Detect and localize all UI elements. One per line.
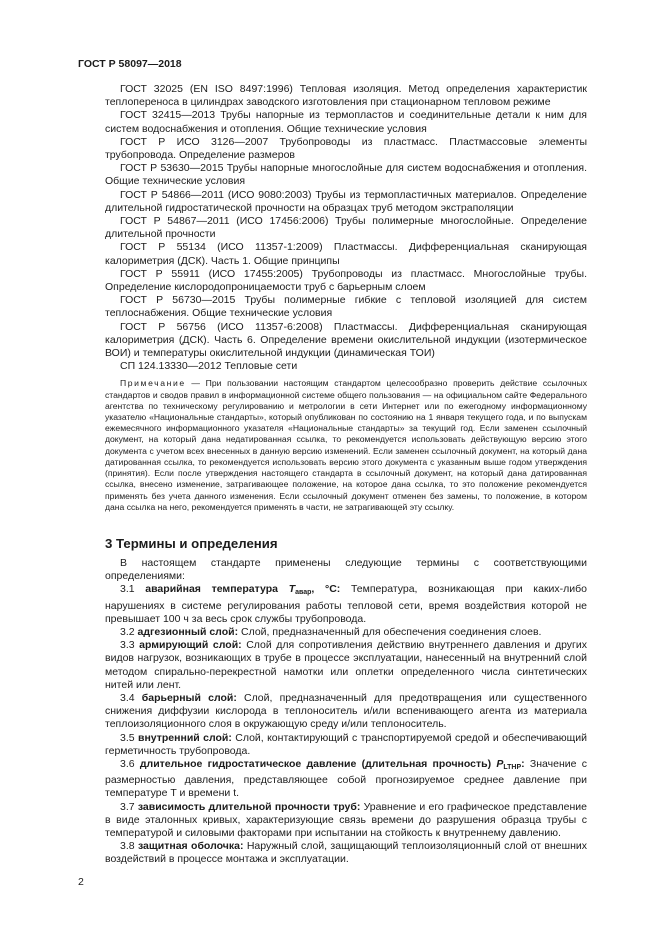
reference-item: ГОСТ Р 54866—2011 (ИСО 9080:2003) Трубы из термопластичных материалов. Определение длительной гидростатической прочности на образцах труб методом экстраполяции bbox=[105, 188, 587, 214]
note-label: Примечание bbox=[120, 378, 186, 389]
term-number: 3.8 bbox=[120, 840, 138, 853]
term-subscript: авар bbox=[295, 589, 312, 597]
reference-item: ГОСТ 32415—2013 Трубы напорные из термопластов и соединительные детали к ним для систем водоснабжения и отопления. Общие технические условия bbox=[105, 109, 587, 135]
term-tail: , °С: bbox=[311, 583, 341, 596]
term-item bbox=[105, 732, 587, 758]
term-definition: Наружный слой, защищающий теплоизоляционный слой от внешних воздействий в процессе монтажа и эксплуатации. bbox=[105, 840, 587, 866]
reference-item: ГОСТ Р ИСО 3126—2007 Трубопроводы из пластмасс. Пластмассовые элементы трубопровода. Определение размеров bbox=[105, 135, 587, 162]
term-name: длительное гидростатическое давление (длительная прочность) bbox=[139, 758, 497, 771]
term-number: 3.6 bbox=[120, 758, 140, 771]
terms-list bbox=[105, 557, 587, 867]
reference-item: ГОСТ Р 55134 (ИСО 11357-1:2009) Пластмассы. Дифференциальная сканирующая калориметрия (ДСК). Часть 1. Общие принципы bbox=[105, 241, 587, 267]
references-list bbox=[105, 83, 587, 513]
term-name: защитная оболочка: bbox=[137, 840, 244, 853]
term-definition: Слой, предназначенный для обеспечения соединения слоев. bbox=[238, 626, 542, 639]
document-header: ГОСТ Р 58097—2018 bbox=[78, 58, 182, 70]
term-definition: Слой для сопротивления действию внутреннего давления и других видов нагрузок, возникающих в трубе в процессе эксплуатации, нанесенный на внутренний слой методом спирально-перекрестной намотки или оплетки определенного числа синтетических нитей или лент. bbox=[105, 639, 587, 691]
term-item bbox=[105, 583, 587, 626]
term-name: внутренний слой: bbox=[137, 731, 232, 744]
term-name: аварийная температура bbox=[145, 583, 289, 596]
reference-item: ГОСТ 32025 (EN ISO 8497:1996) Тепловая изоляция. Метод определения характеристик теплопереноса в цилиндрах заводского изготовления при стационарном тепловом режиме bbox=[105, 83, 587, 109]
term-name: армирующий слой: bbox=[139, 639, 242, 652]
term-definition: Слой, контактирующий с транспортируемой средой и обеспечивающий герметичность трубопровода. bbox=[105, 731, 587, 757]
reference-item: ГОСТ Р 54867—2011 (ИСО 17456:2006) Трубы полимерные многослойные. Определение длительной прочности bbox=[105, 215, 587, 241]
term-item bbox=[105, 801, 587, 841]
term-subscript: LTHP bbox=[503, 764, 522, 772]
term-item bbox=[105, 626, 587, 639]
term-number: 3.2 bbox=[120, 626, 138, 639]
term-item bbox=[105, 758, 587, 801]
term-definition: Слой, предназначенный для предотвращения или существенного снижения диффузии кислорода в теплоноситель и/или вспенивающего агента из материала теплоизоляционного слоя в окружающую среду и/или теплоноситель. bbox=[105, 692, 587, 731]
term-tail: : bbox=[521, 758, 525, 771]
section-title: 3 Термины и определения bbox=[105, 536, 278, 551]
note-paragraph bbox=[105, 378, 587, 512]
term-name: барьерный слой: bbox=[141, 692, 237, 705]
term-name: зависимость длительной прочности труб: bbox=[137, 800, 361, 813]
term-definition: Значение с размерностью давления, представляющее собой прогнозируемое среднее давление при температуре T и времени t. bbox=[105, 758, 587, 800]
term-number: 3.7 bbox=[120, 800, 138, 813]
term-item bbox=[105, 692, 587, 732]
term-number: 3.3 bbox=[120, 639, 140, 652]
term-symbol: T bbox=[288, 583, 296, 596]
page-number: 2 bbox=[78, 876, 84, 888]
reference-item: ГОСТ Р 56730—2015 Трубы полимерные гибкие с тепловой изоляцией для систем теплоснабжения. Общие технические условия bbox=[105, 294, 587, 320]
section-intro: В настоящем стандарте применены следующие термины с соответствующими определениями: bbox=[105, 557, 587, 583]
term-name: адгезионный слой: bbox=[137, 626, 239, 639]
term-number: 3.5 bbox=[120, 731, 138, 744]
reference-item: ГОСТ Р 56756 (ИСО 11357-6:2008) Пластмассы. Дифференциальная сканирующая калориметрия (ДСК). Часть 6. Определение времени окислительной индукции (изотермическое ВОИ) и температуры окислительной индукции (динамическая ТОИ) bbox=[105, 320, 587, 360]
term-item bbox=[105, 840, 587, 866]
term-item bbox=[105, 639, 587, 692]
reference-item: ГОСТ Р 53630—2015 Трубы напорные многослойные для систем водоснабжения и отопления. Общие технические условия bbox=[105, 162, 587, 188]
term-number: 3.1 bbox=[120, 583, 146, 596]
reference-item: ГОСТ Р 55911 (ИСО 17455:2005) Трубопроводы из пластмасс. Многослойные трубы. Определение кислородопроницаемости труб с барьерным слоем bbox=[105, 267, 587, 294]
term-number: 3.4 bbox=[120, 692, 142, 705]
note-text: — При пользовании настоящим стандартом целесообразно проверить действие ссылочных стандартов и сводов правил в информационной системе общего пользования — на официальном сайте Федерального агентства по техническому регулированию и метрологии в сети Интернет или по ежегодному информационному указателю «Национальные стандарты», который опубликован по состоянию на 1 января текущего года, и по выпускам ежемесячного информационного указателя «Национальные стандарты» за текущий год. Если заменен ссылочный документ, на который дана недатированная ссылка, то рекомендуется использовать действующую версию этого документа с учетом всех внесенных в данную версию изменений. Если заменен ссылочный документ, на который дана датированная ссылка, то рекомендуется использовать версию этого документа с указанным выше годом утверждения (принятия). Если после утверждения настоящего стандарта в ссылочный документ, на который дана датированная ссылка, внесено изменение, затрагивающее положение, на которое дана ссылка, то это положение рекомендуется применять без учета данного изменения. Если ссылочный документ отменен без замены, то положение, в котором дана ссылка на него, рекомендуется применять в части, не затрагивающей эту ссылку. bbox=[105, 378, 587, 512]
reference-item: СП 124.13330—2012 Тепловые сети bbox=[120, 360, 298, 373]
term-definition: Температура, возникающая при каких-либо нарушениях в системе регулирования работы тепловой сети, время воздействия которой не превышает 100 ч за весь срок службы трубопровода. bbox=[105, 583, 587, 625]
term-definition: Уравнение и его графическое представление в виде эталонных кривых, характеризующие связь времени до разрушения образца трубы с температурой и силовыми факторами при испытании на стойкость к внутреннему давлению. bbox=[105, 800, 588, 840]
term-symbol: P bbox=[496, 758, 504, 771]
